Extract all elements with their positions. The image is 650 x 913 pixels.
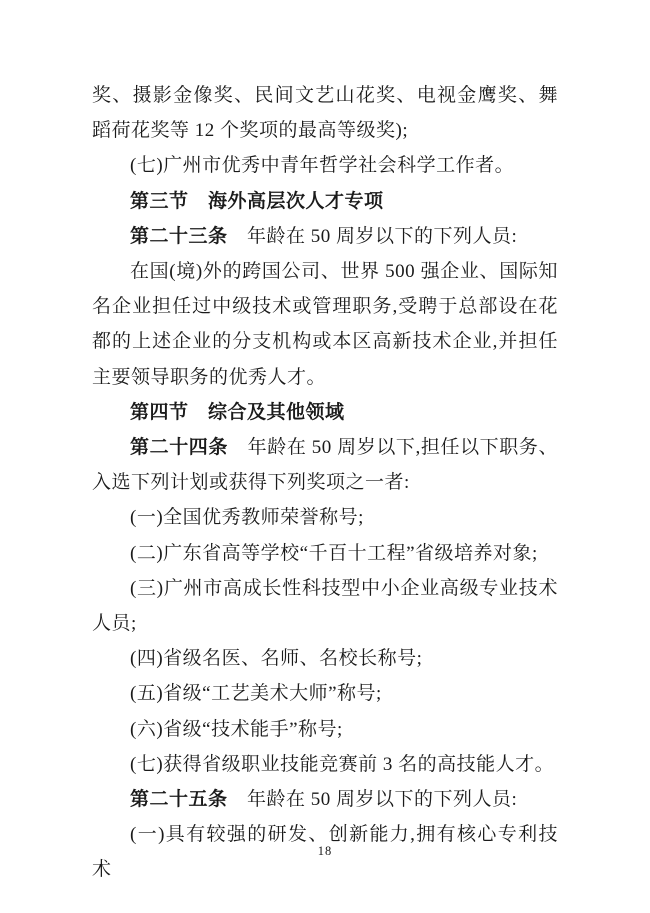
paragraph-article-24	[92, 430, 558, 500]
paragraph-item-4: (四)省级名医、名师、名校长称号;	[130, 648, 423, 670]
article-25-text: 年龄在 50 周岁以下的下列人员:	[227, 789, 518, 811]
paragraph-article-25-item-1: (一)具有较强的研发、创新能力,拥有核心专利技术	[92, 824, 558, 881]
section-heading-3: 第三节 海外高层次人才专项	[130, 190, 384, 212]
article-23-number: 第二十三条	[130, 225, 228, 247]
document-body	[92, 78, 558, 888]
article-25-number: 第二十五条	[130, 789, 228, 811]
section-heading-4: 第四节 综合及其他领域	[130, 401, 345, 423]
paragraph-item-6: (六)省级“技术能手”称号;	[130, 718, 343, 740]
paragraph-article-23	[92, 219, 558, 254]
article-23-text: 年龄在 50 周岁以下的下列人员:	[227, 225, 518, 247]
paragraph-awards-continuation: 奖、摄影金像奖、民间文艺山花奖、电视金鹰奖、舞蹈荷花奖等 12 个奖项的最高等级奖);	[92, 85, 558, 142]
paragraph-item-1: (一)全国优秀教师荣誉称号;	[130, 507, 364, 529]
paragraph-item-5: (五)省级“工艺美术大师”称号;	[130, 683, 382, 705]
paragraph-article-25	[92, 782, 558, 817]
paragraph-item-3: (三)广州市高成长性科技型中小企业高级专业技术人员;	[92, 577, 558, 635]
paragraph-item-7-prev-article: (七)广州市优秀中青年哲学社会科学工作者。	[130, 155, 515, 177]
article-24-text: 年龄在 50 周岁以下,担任以下职务、入选下列计划或获得下列奖项之一者:	[92, 437, 558, 494]
paragraph-item-7: (七)获得省级职业技能竞赛前 3 名的高技能人才。	[130, 753, 555, 775]
paragraph-article-23-body: 在国(境)外的跨国公司、世界 500 强企业、国际知名企业担任过中级技术或管理职务,受聘于总部设在花都的上述企业的分支机构或本区高新技术企业,并担任主要领导职务的优秀人才。	[92, 261, 558, 388]
article-24-number: 第二十四条	[130, 437, 229, 459]
page-number: 18	[317, 844, 333, 858]
paragraph-item-2: (二)广东省高等学校“千百十工程”省级培养对象;	[130, 542, 538, 564]
